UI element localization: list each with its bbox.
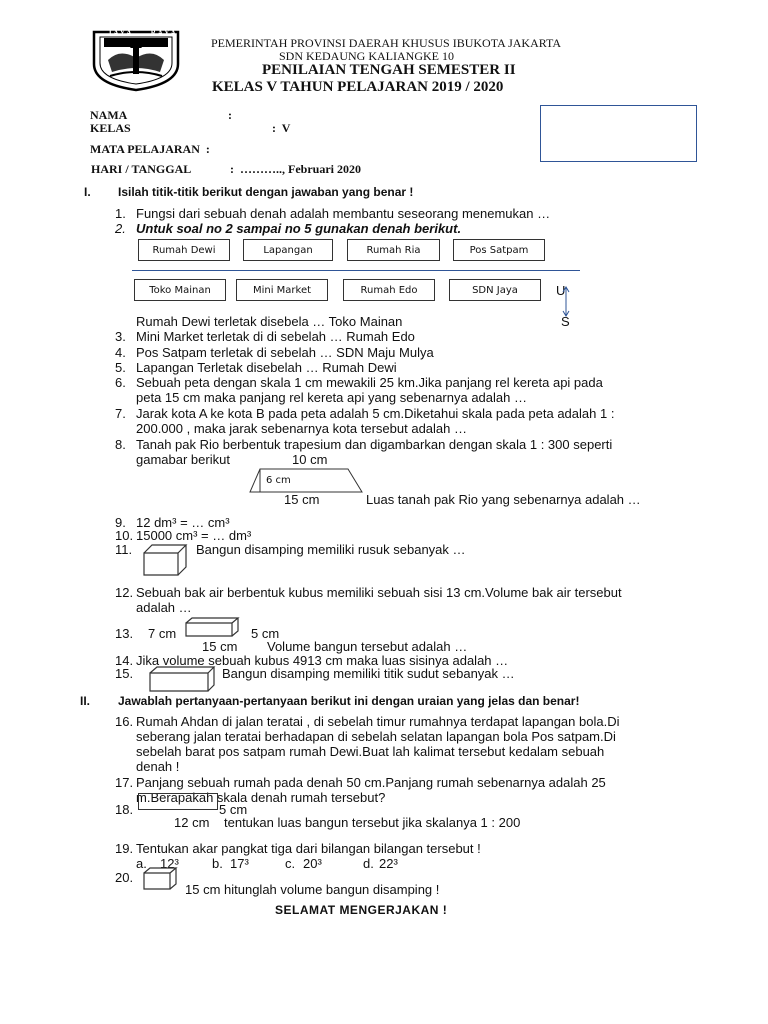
- q18-text: tentukan luas bangun tersebut jika skalanya 1 : 200: [224, 815, 521, 830]
- q17-text-line2: m.Berapakah skala denah rumah tersebut?: [136, 790, 386, 805]
- map-box-mini-market: Mini Market: [236, 279, 328, 301]
- q17-number: 17.: [115, 775, 134, 790]
- q6-text-line2: peta 15 cm maka panjang rel kereta api yang sebenarnya adalah …: [136, 390, 527, 405]
- rectangle-shape-q18: [138, 793, 218, 810]
- q19-option-a: 12³: [160, 856, 179, 871]
- exam-title: PENILAIAN TENGAH SEMESTER II: [262, 62, 516, 78]
- q19-option-b-label: b.: [212, 856, 223, 871]
- q19-option-b: 17³: [230, 856, 249, 871]
- compass-south: S: [561, 314, 570, 329]
- q16-number: 16.: [115, 714, 134, 729]
- q7-text-line2: 200.000 , maka jarak sebenarnya kota tersebut adalah …: [136, 421, 467, 436]
- q13-width-label: 5 cm: [251, 626, 280, 641]
- q19-number: 19.: [115, 841, 134, 856]
- q12-text-line2: adalah …: [136, 600, 192, 615]
- q20-number: 20.: [115, 870, 134, 885]
- q4-number: 4.: [115, 345, 126, 360]
- compass-north: U: [556, 283, 566, 298]
- q15-number: 15.: [115, 666, 134, 681]
- cube-shape-q20: [142, 866, 178, 891]
- q3-text: Mini Market terletak di di sebelah … Rumah Edo: [136, 329, 415, 344]
- q18-width-label: 5 cm: [219, 802, 248, 817]
- q12-number: 12.: [115, 585, 134, 600]
- q9-text: 12 dm³ = … cm³: [136, 515, 230, 530]
- q12-text-line1: Sebuah bak air berbentuk kubus memiliki sebuah sisi 13 cm.Volume bak air tersebut: [136, 585, 622, 600]
- q4-text: Pos Satpam terletak di sebelah … SDN Maju Mulya: [136, 345, 434, 360]
- q14-text: Jika volume sebuah kubus 4913 cm maka luas sisinya adalah …: [136, 653, 509, 668]
- q11-number: 11.: [115, 542, 133, 557]
- label-nama: NAMA: [90, 108, 128, 122]
- exam-subtitle: KELAS V TAHUN PELAJARAN 2019 / 2020: [212, 79, 504, 95]
- hari-tanggal-value: : ……….., Februari 2020: [230, 162, 361, 176]
- map-box-lapangan: Lapangan: [243, 239, 333, 261]
- closing-message: SELAMAT MENGERJAKAN !: [275, 903, 448, 917]
- q16-text-line2: seberang jalan teratai berhadapan di sebelah selatan lapangan bola Pos satpam.Di: [136, 729, 616, 744]
- q9-number: 9.: [115, 515, 126, 530]
- q18-number: 18.: [115, 802, 134, 817]
- map-box-rumah-ria: Rumah Ria: [347, 239, 440, 261]
- q13-length-label: 15 cm: [202, 639, 238, 654]
- q17-text-line1: Panjang sebuah rumah pada denah 50 cm.Panjang rumah sebenarnya adalah 25: [136, 775, 606, 790]
- cuboid-shape-q13: [184, 616, 240, 638]
- q10-text: 15000 cm³ = … dm³: [136, 528, 252, 543]
- section1-title: Isilah titik-titik berikut dengan jawaban yang benar !: [118, 185, 414, 199]
- label-mata-pelajaran: MATA PELAJARAN :: [90, 142, 210, 156]
- header-line2: SDN KEDAUNG KALIANGKE 10: [279, 49, 454, 63]
- q19-option-d-label: d.: [363, 856, 374, 871]
- score-box: [540, 105, 697, 162]
- q13-text: Volume bangun tersebut adalah …: [267, 639, 468, 654]
- q3-number: 3.: [115, 329, 126, 344]
- q5-number: 5.: [115, 360, 126, 375]
- q19-option-a-label: a.: [136, 856, 147, 871]
- q19-option-c-label: c.: [285, 856, 296, 871]
- q1-number: 1.: [115, 206, 126, 221]
- trapezoid-bottom-label: 15 cm: [284, 492, 320, 507]
- q10-number: 10.: [115, 528, 134, 543]
- section2-title: Jawablah pertanyaan-pertanyaan berikut ini dengan uraian yang jelas dan benar!: [118, 694, 580, 708]
- q2-number: 2.: [115, 221, 126, 236]
- q5-text: Lapangan Terletak disebelah … Rumah Dewi: [136, 360, 397, 375]
- q19-option-c: 20³: [303, 856, 322, 871]
- q2-text: Rumah Dewi terletak disebela … Toko Mainan: [136, 314, 403, 329]
- label-kelas: KELAS: [90, 121, 131, 135]
- q11-text: Bangun disamping memiliki rusuk sebanyak …: [196, 542, 466, 557]
- trapezoid-top-label: 10 cm: [292, 452, 328, 467]
- section2-number: II.: [80, 694, 91, 708]
- cuboid-shape-q15: [148, 665, 216, 693]
- q19-option-d: 22³: [379, 856, 398, 871]
- compass-arrow-icon: [561, 285, 571, 317]
- school-logo: [90, 28, 182, 92]
- map-box-rumah-edo: Rumah Edo: [343, 279, 435, 301]
- q13-height-label: 7 cm: [148, 626, 177, 641]
- q8-text-line1: Tanah pak Rio berbentuk trapesium dan digambarkan dengan skala 1 : 300 seperti: [136, 437, 613, 452]
- trapezoid-height-label: 6 cm: [266, 475, 291, 486]
- q6-number: 6.: [115, 375, 126, 390]
- q7-number: 7.: [115, 406, 126, 421]
- map-box-sdn-jaya: SDN Jaya: [449, 279, 541, 301]
- q8-text-line3: Luas tanah pak Rio yang sebenarnya adalah …: [366, 492, 641, 507]
- q8-text-line2: gamabar berikut: [136, 452, 230, 467]
- map-road-line: [132, 270, 580, 271]
- q20-text: 15 cm hitunglah volume bangun disamping !: [185, 882, 440, 897]
- label-hari-tanggal: HARI / TANGGAL: [91, 162, 192, 176]
- q6-text-line1: Sebuah peta dengan skala 1 cm mewakili 25 km.Jika panjang rel kereta api pada: [136, 375, 603, 390]
- q1-text: Fungsi dari sebuah denah adalah membantu seseorang menemukan …: [136, 206, 551, 221]
- cube-shape-q11: [142, 543, 188, 577]
- kelas-value: : V: [272, 121, 291, 135]
- header-line1: PEMERINTAH PROVINSI DAERAH KHUSUS IBUKOTA JAKARTA: [211, 36, 562, 50]
- q2-instruction: Untuk soal no 2 sampai no 5 gunakan denah berikut.: [136, 221, 462, 236]
- q19-text: Tentukan akar pangkat tiga dari bilangan bilangan tersebut !: [136, 841, 481, 856]
- section1-number: I.: [84, 185, 91, 199]
- map-box-pos-satpam: Pos Satpam: [453, 239, 545, 261]
- q16-text-line4: denah !: [136, 759, 180, 774]
- map-box-toko-mainan: Toko Mainan: [134, 279, 226, 301]
- q8-number: 8.: [115, 437, 126, 452]
- q18-length-label: 12 cm: [174, 815, 210, 830]
- q16-text-line3: sebelah barat pos satpam rumah Dewi.Buat lah kalimat tersebut kedalam sebuah: [136, 744, 605, 759]
- q14-number: 14.: [115, 653, 134, 668]
- q16-text-line1: Rumah Ahdan di jalan teratai , di sebelah timur rumahnya terdapat lapangan bola.Di: [136, 714, 620, 729]
- q7-text-line1: Jarak kota A ke kota B pada peta adalah 5 cm.Diketahui skala pada peta adalah 1 :: [136, 406, 615, 421]
- logo-text: JAYA RAYA: [108, 29, 178, 37]
- q15-text: Bangun disamping memiliki titik sudut sebanyak …: [222, 666, 515, 681]
- nama-colon: :: [228, 108, 232, 122]
- q13-number: 13.: [115, 626, 134, 641]
- map-box-rumah-dewi: Rumah Dewi: [138, 239, 230, 261]
